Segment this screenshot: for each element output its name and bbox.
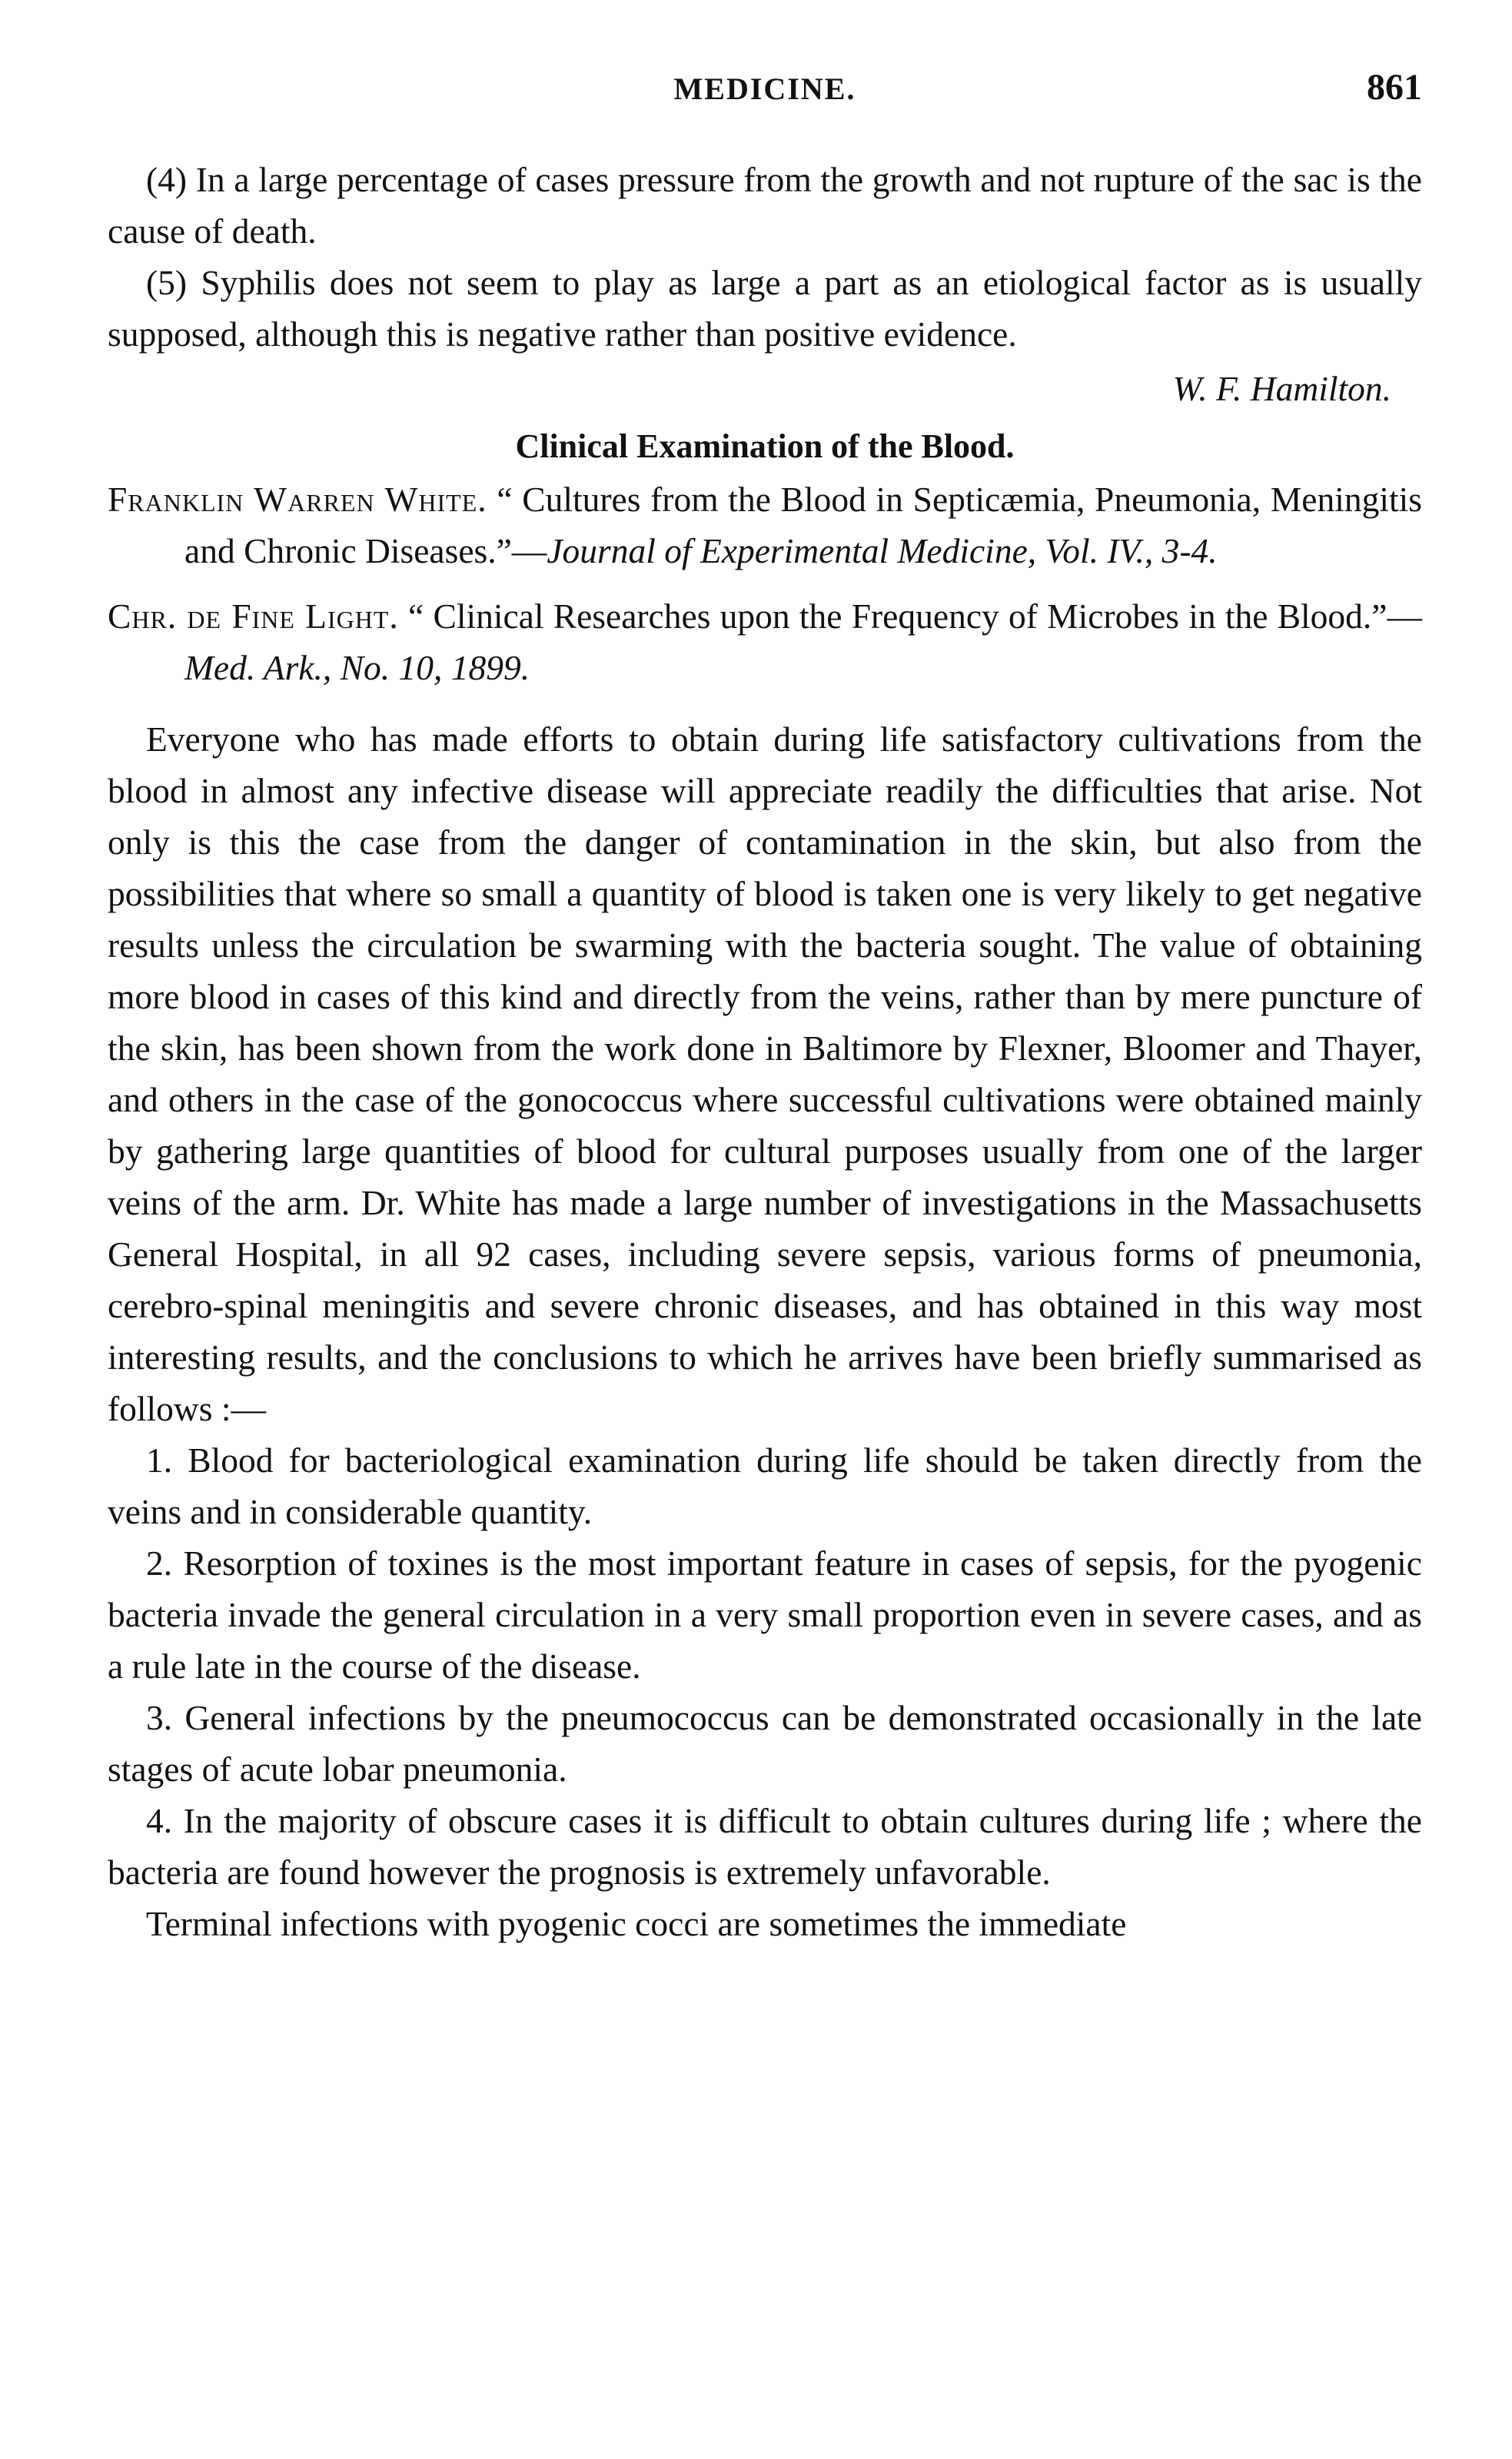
conclusion-3: 3. General infections by the pneumococcus can be demonstrated occasionally in the late stages of acute lobar pneumonia.	[108, 1698, 1422, 1789]
conclusion-2: 2. Resorption of toxines is the most important feature in cases of sepsis, for the pyogenic bacteria invade the general circulation in a very small proportion even in severe cases, and as a rule late in the course of the disease.	[108, 1544, 1422, 1686]
reference-title: “ Clinical Researches upon the Frequency of Microbes in the Blood.”—	[408, 596, 1423, 636]
reference-source: Journal of Experimental Medicine, Vol. IV., 3-4.	[547, 531, 1218, 570]
reference-author: Franklin Warren White.	[108, 480, 487, 519]
reference-author: Chr. de Fine Light.	[108, 596, 399, 636]
author-signature: W. F. Hamilton.	[1172, 369, 1391, 408]
paragraph-point-5: (5) Syphilis does not seem to play as large a part as an etiological factor as is usually supposed, although this is negative rather than positive evidence.	[108, 263, 1422, 354]
section-title: Clinical Examination of the Blood.	[515, 427, 1015, 465]
paragraph-point-4: (4) In a large percentage of cases pressure from the growth and not rupture of the sac is the cause of death.	[108, 160, 1422, 251]
reference-1	[108, 474, 1422, 577]
final-line: Terminal infections with pyogenic cocci are sometimes the immediate	[146, 1904, 1127, 1943]
reference-2	[108, 590, 1422, 693]
main-paragraph: Everyone who has made efforts to obtain during life satisfactory cultivations from the blood in almost any infective disease will appreciate readily the difficulties that arise. Not only is this the case from the danger of contamination in the skin, but also from the possibilities that where so small a quantity of blood is taken one is very likely to get negative results unless the circulation be swarming with the bacteria sought. The value of obtaining more blood in cases of this kind and directly from the veins, rather than by mere puncture of the skin, has been shown from the work done in Baltimore by Flexner, Bloomer and Thayer, and others in the case of the gonococcus where successful cultivations were obtained mainly by gathering large quantities of blood for cultural purposes usually from one of the larger veins of the arm. Dr. White has made a large number of investigations in the Massachusetts General Hospital, in all 92 cases, including severe sepsis, various forms of pneumonia, cerebro-spinal meningitis and severe chronic diseases, and has obtained in this way most interesting results, and the conclusions to which he arrives have been briefly summarised as follows :—	[108, 719, 1422, 1428]
page-header	[108, 67, 1422, 117]
page-body	[108, 154, 1422, 1949]
page-number: 861	[1367, 67, 1422, 108]
conclusion-1: 1. Blood for bacteriological examination during life should be taken directly from the veins and in considerable quantity.	[108, 1441, 1422, 1531]
running-head: MEDICINE.	[673, 71, 856, 106]
conclusion-4: 4. In the majority of obscure cases it is difficult to obtain cultures during life ; where the bacteria are found however the prognosis is extremely unfavorable.	[108, 1801, 1422, 1892]
reference-source: Med. Ark., No. 10, 1899.	[184, 648, 530, 687]
reference-title: “ Cultures from the Blood in Septicæmia, Pneumonia, Meningitis and Chronic Diseases.”—	[184, 480, 1423, 570]
